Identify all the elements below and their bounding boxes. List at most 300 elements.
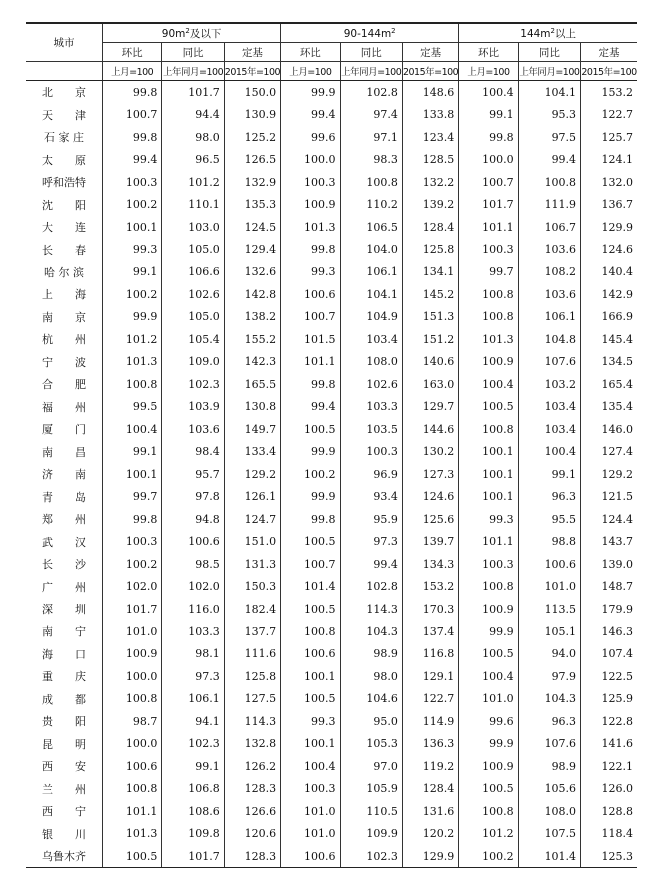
city-name: 沈 阳 [26, 193, 102, 215]
cell-medium-fixed: 163.0 [402, 373, 458, 395]
cell-small-yoy: 98.5 [162, 553, 224, 575]
cell-large-mom: 100.5 [459, 643, 518, 665]
city-name: 乌鲁木齐 [26, 845, 102, 868]
cell-small-fixed: 138.2 [224, 306, 280, 328]
cell-large-mom: 101.2 [459, 822, 518, 844]
cell-medium-mom: 100.5 [281, 418, 340, 440]
table-row [26, 508, 637, 530]
city-name: 成 都 [26, 688, 102, 710]
cell-medium-yoy: 102.3 [340, 845, 402, 868]
city-name: 合 肥 [26, 373, 102, 395]
cell-large-mom: 100.0 [459, 148, 518, 170]
cell-small-fixed: 129.2 [224, 463, 280, 485]
cell-medium-yoy: 105.9 [340, 778, 402, 800]
cell-medium-fixed: 153.2 [402, 575, 458, 597]
cell-large-mom: 100.4 [459, 81, 518, 104]
table-row [26, 103, 637, 125]
cell-large-mom: 100.5 [459, 396, 518, 418]
cell-small-yoy: 102.6 [162, 283, 224, 305]
cell-medium-yoy: 104.3 [340, 620, 402, 642]
cell-medium-mom: 100.8 [281, 620, 340, 642]
cell-large-fixed: 146.0 [601, 422, 633, 436]
base-label-yoy: 上年同月=100 [162, 62, 224, 81]
cell-large-yoy: 103.4 [518, 396, 580, 418]
header-row-bases [26, 62, 637, 81]
cell-small-yoy: 97.8 [162, 485, 224, 507]
group-header-large: $144m^2$以上 [459, 23, 637, 43]
city-base-blank [26, 62, 102, 81]
cell-small-fixed: 132.9 [224, 171, 280, 193]
cell-medium-mom: 101.3 [281, 216, 340, 238]
cell-small-yoy: 103.0 [162, 216, 224, 238]
cell-small-fixed: 132.6 [224, 261, 280, 283]
cell-medium-mom: 100.4 [281, 755, 340, 777]
cell-medium-yoy: 95.9 [340, 508, 402, 530]
cell-medium-mom: 99.9 [281, 81, 340, 104]
cell-medium-mom: 100.3 [281, 171, 340, 193]
cell-large-fixed: 121.5 [601, 490, 633, 504]
cell-large-yoy: 108.2 [518, 261, 580, 283]
city-name: 郑 州 [26, 508, 102, 530]
cell-medium-fixed: 116.8 [402, 643, 458, 665]
cell-large-mom: 100.9 [459, 755, 518, 777]
cell-medium-mom: 99.3 [281, 261, 340, 283]
cell-medium-fixed: 132.2 [402, 171, 458, 193]
city-name: 武 汉 [26, 530, 102, 552]
cell-small-mom: 100.3 [102, 530, 161, 552]
cell-large-fixed: 129.2 [601, 467, 633, 481]
cell-small-yoy: 103.3 [162, 620, 224, 642]
cell-large-fixed: 122.8 [601, 714, 633, 728]
cell-small-yoy: 96.5 [162, 148, 224, 170]
cell-medium-fixed: 139.2 [402, 193, 458, 215]
table-row [26, 643, 637, 665]
cell-medium-mom: 99.6 [281, 126, 340, 148]
city-name: 石 家 庄 [26, 126, 102, 148]
table-row [26, 485, 637, 507]
cell-small-fixed: 124.5 [224, 216, 280, 238]
cell-small-mom: 99.1 [102, 441, 161, 463]
base-label-mom: 上月=100 [281, 62, 340, 81]
cell-large-fixed: 139.0 [601, 557, 633, 571]
cell-medium-mom: 100.6 [281, 283, 340, 305]
cell-small-mom: 100.1 [102, 216, 161, 238]
cell-medium-fixed: 145.2 [402, 283, 458, 305]
cell-small-yoy: 109.8 [162, 822, 224, 844]
cell-large-mom: 100.8 [459, 283, 518, 305]
cell-large-yoy: 113.5 [518, 598, 580, 620]
table-row [26, 148, 637, 170]
cell-small-mom: 100.1 [102, 463, 161, 485]
cell-large-mom: 99.1 [459, 103, 518, 125]
table-row [26, 575, 637, 597]
cell-small-mom: 99.1 [102, 261, 161, 283]
cell-small-fixed: 150.0 [224, 81, 280, 104]
cell-large-yoy: 103.2 [518, 373, 580, 395]
cell-large-yoy: 100.4 [518, 441, 580, 463]
cell-medium-yoy: 100.8 [340, 171, 402, 193]
cell-medium-mom: 100.5 [281, 688, 340, 710]
cell-small-fixed: 114.3 [224, 710, 280, 732]
cell-small-fixed: 120.6 [224, 822, 280, 844]
cell-large-mom: 99.3 [459, 508, 518, 530]
cell-small-yoy: 101.7 [162, 81, 224, 104]
table-row [26, 418, 637, 440]
table-row [26, 283, 637, 305]
cell-medium-fixed: 122.7 [402, 688, 458, 710]
table-row [26, 216, 637, 238]
cell-small-mom: 100.7 [102, 103, 161, 125]
table-row [26, 81, 637, 104]
cell-large-mom: 100.9 [459, 598, 518, 620]
table-row [26, 553, 637, 575]
sub-label-yoy: 同比 [340, 43, 402, 62]
cell-large-mom: 100.8 [459, 575, 518, 597]
city-name: 广 州 [26, 575, 102, 597]
cell-small-yoy: 98.1 [162, 643, 224, 665]
group-header-medium: $90-144m^2$ [281, 23, 459, 43]
cell-medium-yoy: 102.8 [340, 575, 402, 597]
city-name: 贵 阳 [26, 710, 102, 732]
cell-small-yoy: 94.1 [162, 710, 224, 732]
city-name: 济 南 [26, 463, 102, 485]
cell-medium-fixed: 120.2 [402, 822, 458, 844]
cell-large-yoy: 107.5 [518, 822, 580, 844]
cell-medium-mom: 100.5 [281, 598, 340, 620]
city-name: 厦 门 [26, 418, 102, 440]
cell-large-fixed: 146.3 [601, 624, 633, 638]
cell-small-mom: 98.7 [102, 710, 161, 732]
cell-small-fixed: 125.8 [224, 665, 280, 687]
cell-small-fixed: 142.8 [224, 283, 280, 305]
cell-small-yoy: 95.7 [162, 463, 224, 485]
cell-small-yoy: 97.3 [162, 665, 224, 687]
cell-large-fixed: 124.4 [601, 512, 633, 526]
city-name: 昆 明 [26, 733, 102, 755]
cell-medium-mom: 99.9 [281, 441, 340, 463]
cell-small-yoy: 102.3 [162, 733, 224, 755]
cell-medium-mom: 100.7 [281, 553, 340, 575]
cell-medium-fixed: 131.6 [402, 800, 458, 822]
cell-medium-mom: 99.9 [281, 485, 340, 507]
cell-small-mom: 99.8 [102, 508, 161, 530]
base-label-mom: 上月=100 [459, 62, 518, 81]
cell-medium-fixed: 151.2 [402, 328, 458, 350]
table-row [26, 238, 637, 260]
cell-medium-yoy: 100.3 [340, 441, 402, 463]
city-column-header: 城市 [26, 23, 102, 62]
table-row [26, 373, 637, 395]
cell-large-yoy: 105.1 [518, 620, 580, 642]
cell-small-mom: 100.6 [102, 755, 161, 777]
cell-small-fixed: 126.6 [224, 800, 280, 822]
cell-medium-fixed: 127.3 [402, 463, 458, 485]
cell-medium-fixed: 130.2 [402, 441, 458, 463]
cell-medium-mom: 100.6 [281, 845, 340, 868]
cell-medium-fixed: 134.1 [402, 261, 458, 283]
cell-large-fixed: 145.4 [601, 332, 633, 346]
cell-large-yoy: 101.4 [518, 845, 580, 868]
cell-large-yoy: 96.3 [518, 710, 580, 732]
cell-small-mom: 99.5 [102, 396, 161, 418]
cell-medium-fixed: 137.4 [402, 620, 458, 642]
cell-small-yoy: 101.7 [162, 845, 224, 868]
cell-medium-yoy: 106.1 [340, 261, 402, 283]
cell-medium-fixed: 128.4 [402, 778, 458, 800]
table-row [26, 530, 637, 552]
cell-medium-yoy: 108.0 [340, 351, 402, 373]
cell-small-yoy: 102.0 [162, 575, 224, 597]
cell-small-yoy: 94.8 [162, 508, 224, 530]
cell-large-fixed: 143.7 [601, 535, 633, 549]
cell-medium-yoy: 93.4 [340, 485, 402, 507]
cell-medium-fixed: 129.7 [402, 396, 458, 418]
cell-medium-fixed: 133.8 [402, 103, 458, 125]
cell-large-yoy: 103.6 [518, 238, 580, 260]
cell-small-yoy: 106.6 [162, 261, 224, 283]
cell-small-mom: 101.1 [102, 800, 161, 822]
table-row [26, 688, 637, 710]
cell-medium-yoy: 109.9 [340, 822, 402, 844]
table-row [26, 822, 637, 844]
cell-large-mom: 99.6 [459, 710, 518, 732]
cell-large-fixed: 136.7 [601, 198, 633, 212]
table-row [26, 193, 637, 215]
cell-small-fixed: 126.1 [224, 485, 280, 507]
table-row [26, 665, 637, 687]
cell-large-fixed: 128.8 [601, 804, 633, 818]
cell-medium-yoy: 106.5 [340, 216, 402, 238]
sub-label-mom: 环比 [459, 43, 518, 62]
cell-small-mom: 101.3 [102, 822, 161, 844]
cell-small-yoy: 109.0 [162, 351, 224, 373]
cell-small-yoy: 103.9 [162, 396, 224, 418]
cell-small-mom: 100.2 [102, 193, 161, 215]
cell-medium-fixed: 119.2 [402, 755, 458, 777]
sub-label-fixed: 定基 [581, 43, 637, 62]
cell-small-mom: 102.0 [102, 575, 161, 597]
cell-medium-mom: 100.1 [281, 665, 340, 687]
cell-small-fixed: 129.4 [224, 238, 280, 260]
city-name: 兰 州 [26, 778, 102, 800]
table-row [26, 845, 637, 868]
cell-medium-yoy: 98.9 [340, 643, 402, 665]
cell-medium-yoy: 110.2 [340, 193, 402, 215]
cell-large-mom: 100.9 [459, 351, 518, 373]
cell-medium-mom: 99.8 [281, 508, 340, 530]
cell-large-yoy: 95.5 [518, 508, 580, 530]
city-name: 银 川 [26, 822, 102, 844]
cell-medium-yoy: 104.6 [340, 688, 402, 710]
cell-large-fixed: 127.4 [601, 445, 633, 459]
cell-large-mom: 101.0 [459, 688, 518, 710]
cell-large-fixed: 142.9 [601, 287, 633, 301]
cell-large-fixed: 129.9 [601, 220, 633, 234]
cell-large-mom: 100.4 [459, 665, 518, 687]
cell-large-mom: 101.1 [459, 216, 518, 238]
cell-large-fixed: 179.9 [601, 602, 633, 616]
cell-medium-fixed: 128.4 [402, 216, 458, 238]
cell-small-fixed: 131.3 [224, 553, 280, 575]
cell-large-fixed: 165.4 [601, 377, 633, 391]
cell-large-fixed: 125.7 [601, 130, 633, 144]
cell-large-fixed: 125.9 [601, 692, 633, 706]
cell-medium-yoy: 103.3 [340, 396, 402, 418]
cell-small-mom: 100.0 [102, 733, 161, 755]
cell-medium-fixed: 139.7 [402, 530, 458, 552]
cell-large-yoy: 108.0 [518, 800, 580, 822]
cell-small-mom: 101.2 [102, 328, 161, 350]
sub-label-mom: 环比 [281, 43, 340, 62]
table-row [26, 463, 637, 485]
city-name: 呼和浩特 [26, 171, 102, 193]
table-row [26, 441, 637, 463]
cell-large-yoy: 104.3 [518, 688, 580, 710]
cell-large-fixed: 122.5 [601, 669, 633, 683]
cell-medium-mom: 100.3 [281, 778, 340, 800]
cell-small-mom: 100.2 [102, 553, 161, 575]
cell-medium-yoy: 98.0 [340, 665, 402, 687]
cell-small-yoy: 100.6 [162, 530, 224, 552]
cell-medium-yoy: 98.3 [340, 148, 402, 170]
cell-small-fixed: 130.9 [224, 103, 280, 125]
cell-medium-fixed: 124.6 [402, 485, 458, 507]
table-row [26, 733, 637, 755]
cell-medium-fixed: 140.6 [402, 351, 458, 373]
cell-medium-yoy: 110.5 [340, 800, 402, 822]
cell-medium-yoy: 103.5 [340, 418, 402, 440]
cell-small-mom: 100.0 [102, 665, 161, 687]
cell-medium-mom: 101.4 [281, 575, 340, 597]
cell-medium-fixed: 148.6 [402, 81, 458, 104]
table-row [26, 755, 637, 777]
city-name: 海 口 [26, 643, 102, 665]
cell-large-fixed: 134.5 [601, 355, 633, 369]
cell-medium-yoy: 104.1 [340, 283, 402, 305]
base-label-yoy: 上年同月=100 [340, 62, 402, 81]
cell-large-yoy: 107.6 [518, 733, 580, 755]
cell-small-fixed: 142.3 [224, 351, 280, 373]
cell-large-mom: 100.3 [459, 238, 518, 260]
cell-large-yoy: 107.6 [518, 351, 580, 373]
cell-medium-fixed: 129.1 [402, 665, 458, 687]
cell-medium-mom: 101.5 [281, 328, 340, 350]
cell-small-fixed: 165.5 [224, 373, 280, 395]
cell-small-mom: 99.8 [102, 126, 161, 148]
cell-large-yoy: 98.9 [518, 755, 580, 777]
group-header-small: $90m^2$及以下 [102, 23, 280, 43]
cell-small-yoy: 101.2 [162, 171, 224, 193]
cell-medium-mom: 101.0 [281, 800, 340, 822]
cell-small-fixed: 111.6 [224, 643, 280, 665]
table-row [26, 800, 637, 822]
city-name: 青 岛 [26, 485, 102, 507]
cell-medium-mom: 100.6 [281, 643, 340, 665]
city-name: 南 宁 [26, 620, 102, 642]
cell-large-yoy: 106.1 [518, 306, 580, 328]
cell-large-yoy: 99.1 [518, 463, 580, 485]
cell-large-mom: 100.8 [459, 418, 518, 440]
cell-large-yoy: 111.9 [518, 193, 580, 215]
header-row-sublabels [26, 43, 637, 62]
cell-large-yoy: 100.6 [518, 553, 580, 575]
cell-medium-yoy: 104.9 [340, 306, 402, 328]
cell-large-yoy: 94.0 [518, 643, 580, 665]
cell-medium-yoy: 99.4 [340, 553, 402, 575]
cell-small-yoy: 102.3 [162, 373, 224, 395]
cell-medium-fixed: 129.9 [402, 845, 458, 868]
cell-medium-yoy: 104.0 [340, 238, 402, 260]
cell-large-mom: 100.8 [459, 306, 518, 328]
cell-small-fixed: 150.3 [224, 575, 280, 597]
cell-small-fixed: 130.8 [224, 396, 280, 418]
cell-large-yoy: 97.5 [518, 126, 580, 148]
city-name: 大 连 [26, 216, 102, 238]
cell-large-mom: 100.3 [459, 553, 518, 575]
city-name: 北 京 [26, 81, 102, 104]
table-row [26, 620, 637, 642]
city-name: 上 海 [26, 283, 102, 305]
cell-large-fixed: 107.4 [601, 647, 633, 661]
cell-large-mom: 100.1 [459, 485, 518, 507]
cell-small-yoy: 98.0 [162, 126, 224, 148]
cell-medium-mom: 99.8 [281, 238, 340, 260]
cell-medium-yoy: 97.0 [340, 755, 402, 777]
city-name: 西 宁 [26, 800, 102, 822]
base-label-fixed: 2015年=100 [581, 62, 637, 81]
cell-small-mom: 100.3 [102, 171, 161, 193]
cell-medium-mom: 99.4 [281, 396, 340, 418]
cell-small-mom: 100.5 [102, 845, 161, 868]
cell-large-fixed: 125.3 [581, 845, 637, 868]
table-row [26, 710, 637, 732]
cell-large-mom: 101.7 [459, 193, 518, 215]
cell-small-mom: 99.8 [102, 81, 161, 104]
cell-large-mom: 99.8 [459, 126, 518, 148]
cell-small-mom: 99.7 [102, 485, 161, 507]
cell-large-fixed: 126.0 [601, 782, 633, 796]
cell-small-yoy: 103.6 [162, 418, 224, 440]
city-name: 重 庆 [26, 665, 102, 687]
cell-medium-yoy: 95.0 [340, 710, 402, 732]
city-name: 长 沙 [26, 553, 102, 575]
cell-small-mom: 99.4 [102, 148, 161, 170]
sub-label-fixed: 定基 [402, 43, 458, 62]
table-row [26, 306, 637, 328]
cell-medium-mom: 100.9 [281, 193, 340, 215]
cell-large-mom: 100.1 [459, 441, 518, 463]
cell-small-mom: 100.8 [102, 688, 161, 710]
cell-small-fixed: 155.2 [224, 328, 280, 350]
cell-large-mom: 101.1 [459, 530, 518, 552]
cell-small-fixed: 128.3 [224, 845, 280, 868]
cell-large-mom: 101.3 [459, 328, 518, 350]
cell-large-fixed: 132.0 [601, 175, 633, 189]
cell-small-yoy: 99.1 [162, 755, 224, 777]
cell-large-fixed: 148.7 [601, 580, 633, 594]
base-label-yoy: 上年同月=100 [518, 62, 580, 81]
cell-small-fixed: 125.2 [224, 126, 280, 148]
cell-medium-mom: 101.0 [281, 822, 340, 844]
base-label-fixed: 2015年=100 [402, 62, 458, 81]
cell-medium-yoy: 97.4 [340, 103, 402, 125]
cell-medium-yoy: 102.6 [340, 373, 402, 395]
table-body [26, 81, 637, 868]
cell-large-yoy: 103.6 [518, 283, 580, 305]
city-name: 深 圳 [26, 598, 102, 620]
price-index-table [26, 22, 637, 868]
cell-large-yoy: 100.8 [518, 171, 580, 193]
